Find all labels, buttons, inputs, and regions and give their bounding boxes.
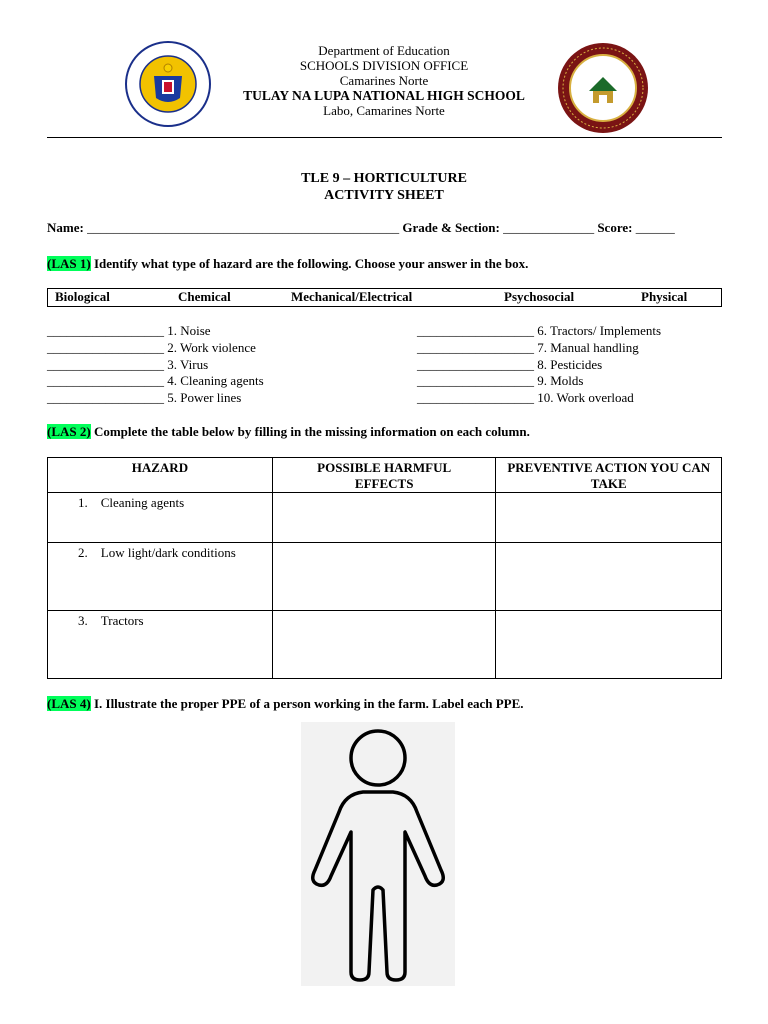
las2-tag: (LAS 2) bbox=[47, 424, 91, 439]
action-cell[interactable] bbox=[496, 543, 722, 611]
list-item bbox=[417, 373, 661, 390]
answer-blank[interactable]: __________________ bbox=[417, 339, 534, 355]
las2-instruction bbox=[47, 424, 530, 440]
answer-blank[interactable]: __________________ bbox=[47, 339, 164, 355]
sheet-title: ACTIVITY SHEET bbox=[324, 188, 444, 203]
answer-blank[interactable]: __________________ bbox=[417, 356, 534, 372]
hazard-cell bbox=[48, 493, 273, 543]
hazard-cell bbox=[48, 543, 273, 611]
header-divider bbox=[47, 137, 722, 138]
item-label: 8. Pesticides bbox=[537, 356, 603, 372]
item-label: 7. Manual handling bbox=[537, 339, 639, 355]
item-label: 1. Noise bbox=[167, 323, 211, 338]
list-item bbox=[417, 357, 661, 374]
person-outline-illustration bbox=[301, 722, 455, 986]
department-text: Department of Education bbox=[318, 43, 450, 58]
item-label: 9. Molds bbox=[537, 373, 584, 389]
las2-instruction-text: Complete the table below by filling in the missing information on each column. bbox=[90, 424, 530, 439]
school-seal bbox=[556, 41, 650, 135]
header-harmful-effects: POSSIBLE HARMFUL EFFECTS bbox=[272, 458, 496, 493]
effects-cell[interactable] bbox=[272, 611, 496, 679]
las2-table bbox=[47, 457, 722, 679]
hazard-text: Cleaning agents bbox=[100, 495, 185, 510]
grade-section-field[interactable]: ______________ bbox=[503, 220, 595, 235]
item-label: 3. Virus bbox=[167, 356, 209, 372]
hazard-cell bbox=[48, 611, 273, 679]
item-label: 5. Power lines bbox=[167, 390, 242, 406]
school-location: Labo, Camarines Norte bbox=[323, 103, 445, 118]
deped-seal bbox=[124, 40, 212, 128]
item-label: 10. Work overload bbox=[537, 390, 634, 406]
item-label: 6. Tractors/ Implements bbox=[537, 323, 662, 338]
hazard-text: Tractors bbox=[100, 613, 144, 628]
table-row bbox=[48, 493, 722, 543]
list-item bbox=[47, 357, 264, 374]
las4-tag: (LAS 4) bbox=[47, 696, 91, 711]
item-label: 2. Work violence bbox=[167, 339, 256, 355]
effects-cell[interactable] bbox=[272, 493, 496, 543]
row-number: 2. bbox=[78, 545, 88, 560]
las4-instruction bbox=[47, 696, 524, 712]
table-row bbox=[48, 543, 722, 611]
choice-biological: Biological bbox=[55, 289, 110, 304]
score-field[interactable]: ______ bbox=[635, 220, 675, 235]
las4-instruction-text: I. Illustrate the proper PPE of a person working in the farm. Label each PPE. bbox=[90, 696, 524, 711]
name-label: Name: bbox=[47, 220, 84, 235]
table-row bbox=[48, 611, 722, 679]
las1-instruction bbox=[47, 256, 528, 272]
hazard-text: Low light/dark conditions bbox=[100, 545, 236, 560]
list-item bbox=[417, 323, 661, 340]
choice-chemical: Chemical bbox=[178, 289, 231, 304]
row-number: 1. bbox=[78, 495, 88, 510]
list-item bbox=[47, 390, 264, 407]
table-header-row bbox=[48, 458, 722, 493]
school-name: TULAY NA LUPA NATIONAL HIGH SCHOOL bbox=[243, 88, 525, 103]
answer-blank[interactable]: __________________ bbox=[47, 373, 164, 389]
list-item bbox=[417, 390, 661, 407]
division-text: SCHOOLS DIVISION OFFICE bbox=[299, 58, 469, 73]
subject-title: TLE 9 – HORTICULTURE bbox=[301, 171, 467, 186]
score-label: Score: bbox=[597, 220, 633, 235]
answer-blank[interactable]: __________________ bbox=[417, 323, 534, 338]
row-number: 3. bbox=[78, 613, 88, 628]
las1-tag: (LAS 1) bbox=[47, 256, 91, 271]
answer-blank[interactable]: __________________ bbox=[417, 373, 534, 389]
las1-instruction-text: Identify what type of hazard are the following. Choose your answer in the box. bbox=[90, 256, 529, 271]
header-preventive-action: PREVENTIVE ACTION YOU CAN TAKE bbox=[496, 458, 722, 493]
list-item bbox=[417, 340, 661, 357]
las1-items-left bbox=[47, 323, 264, 407]
answer-blank[interactable]: __________________ bbox=[47, 390, 164, 406]
list-item bbox=[47, 373, 264, 390]
action-cell[interactable] bbox=[496, 611, 722, 679]
choice-mechanical-electrical: Mechanical/Electrical bbox=[291, 289, 413, 304]
header-hazard: HAZARD bbox=[48, 458, 273, 493]
las1-items-right bbox=[417, 323, 661, 407]
action-cell[interactable] bbox=[496, 493, 722, 543]
list-item bbox=[47, 323, 264, 340]
las1-choices-box bbox=[47, 288, 722, 307]
answer-blank[interactable]: __________________ bbox=[47, 356, 164, 372]
grade-section-label: Grade & Section: bbox=[402, 220, 500, 235]
list-item bbox=[47, 340, 264, 357]
name-field[interactable]: ________________________________________________ bbox=[87, 220, 400, 235]
item-label: 4. Cleaning agents bbox=[167, 373, 264, 389]
province-text: Camarines Norte bbox=[339, 73, 429, 88]
choice-physical: Physical bbox=[641, 289, 688, 304]
effects-cell[interactable] bbox=[272, 543, 496, 611]
answer-blank[interactable]: __________________ bbox=[47, 323, 164, 338]
choice-psychosocial: Psychosocial bbox=[504, 289, 575, 304]
answer-blank[interactable]: __________________ bbox=[417, 390, 534, 406]
